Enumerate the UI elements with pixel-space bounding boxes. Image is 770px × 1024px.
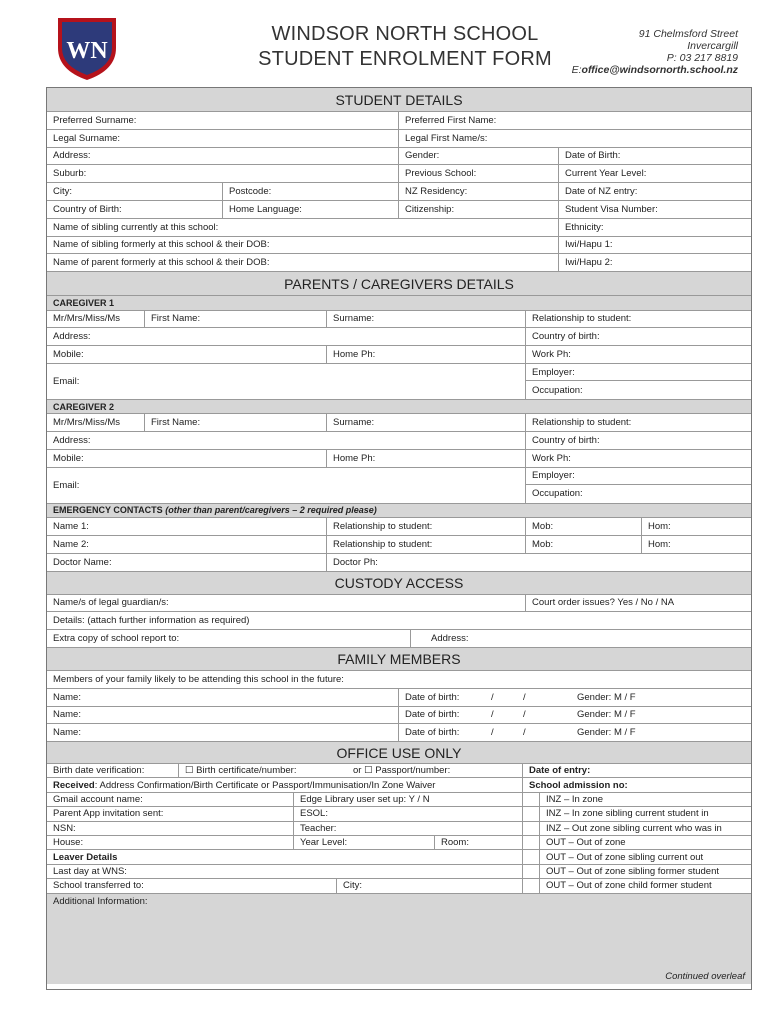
birth-certificate-checkbox[interactable]: ☐ Birth certificate/number: [185,765,297,777]
esol[interactable]: ESOL: [294,807,523,820]
zone-checkbox-5[interactable] [523,850,540,863]
passport-checkbox[interactable]: or ☐ Passport/number: [347,764,523,777]
field-country-of-birth[interactable]: Country of Birth: [47,201,223,218]
birth-verification-label: Birth date verification: [47,764,179,777]
transfer-city[interactable]: City: [337,879,523,892]
cg1-address[interactable]: Address: [47,328,526,345]
emergency-mob-1[interactable]: Mob: [526,518,642,535]
gmail-account[interactable]: Gmail account name: [47,793,294,806]
emergency-hom-1[interactable]: Hom: [648,521,671,533]
room[interactable]: Room: [435,836,523,849]
field-gender[interactable]: Gender: [399,148,559,165]
family-dob-gender-1[interactable]: Date of birth: / / Gender: M / F [405,691,636,703]
house[interactable]: House: [47,836,294,849]
family-row-3 [47,724,751,742]
cg2-country-of-birth[interactable]: Country of birth: [532,435,600,447]
address-street: 91 Chelmsford Street [638,28,738,40]
field-legal-first-name[interactable]: Legal First Name/s: [405,132,488,144]
cg2-title[interactable]: Mr/Mrs/Miss/Ms [47,414,145,431]
cg2-employer[interactable]: Employer: [526,468,751,486]
extra-report-copy[interactable]: Extra copy of school report to: [47,630,411,647]
field-address[interactable]: Address: [47,148,399,165]
zone-checkbox-6[interactable] [523,865,540,878]
custody-details[interactable]: Details: (attach further information as required) [53,615,250,627]
zone-checkbox-7[interactable] [523,879,540,892]
cg1-first-name[interactable]: First Name: [145,311,327,328]
section-parents-caregivers: PARENTS / CAREGIVERS DETAILS [47,272,751,295]
cg2-work-ph[interactable]: Work Ph: [532,452,571,464]
emergency-contacts-heading: EMERGENCY CONTACTS (other than parent/caregivers – 2 required please) [47,504,751,517]
parent-app-invitation[interactable]: Parent App invitation sent: [47,807,294,820]
legal-guardians[interactable]: Name/s of legal guardian/s: [47,595,526,612]
section-office-use: OFFICE USE ONLY [47,742,751,763]
leaver-details-heading: Leaver Details [47,850,523,863]
field-ethnicity[interactable]: Ethnicity: [565,221,604,233]
field-date-nz-entry[interactable]: Date of NZ entry: [565,186,638,198]
family-row-2 [47,707,751,725]
school-transferred-to[interactable]: School transferred to: [47,879,337,892]
cg2-email[interactable]: Email: [47,468,526,503]
family-intro: Members of your family likely to be attending this school in the future: [53,673,344,685]
edge-library-setup[interactable]: Edge Library user set up: Y / N [294,793,523,806]
cg1-relationship[interactable]: Relationship to student: [532,313,632,325]
cg2-surname[interactable]: Surname: [327,414,526,431]
cg1-work-ph[interactable]: Work Ph: [532,349,571,361]
caregiver-1-heading: CAREGIVER 1 [47,296,751,309]
zone-checkbox-4[interactable] [523,836,540,849]
field-home-language[interactable]: Home Language: [223,201,399,218]
field-current-year-level[interactable]: Current Year Level: [565,168,647,180]
field-student-visa-number[interactable]: Student Visa Number: [565,203,658,215]
family-dob-gender-3[interactable]: Date of birth: / / Gender: M / F [405,727,636,739]
form-title [230,22,580,72]
emergency-relationship-2[interactable]: Relationship to student: [327,536,526,553]
field-nz-residency[interactable]: NZ Residency: [399,183,559,200]
family-dob-gender-2[interactable]: Date of birth: / / Gender: M / F [405,709,636,721]
address-city: Invercargill [687,40,738,52]
court-order-issues[interactable]: Court order issues? Yes / No / NA [532,597,675,609]
zone-checkbox-2[interactable] [523,807,540,820]
cg2-mobile[interactable]: Mobile: [47,450,327,467]
nsn[interactable]: NSN: [47,822,294,835]
emergency-name-2[interactable]: Name 2: [47,536,327,553]
title-line-1: WINDSOR NORTH SCHOOL [271,23,539,45]
doctor-ph[interactable]: Doctor Ph: [333,556,378,568]
additional-information[interactable]: Additional Information: Continued overleaf [47,894,751,984]
family-name-1[interactable]: Name: [47,689,399,706]
zone-out-sibling-current: OUT – Out of zone sibling current out [546,851,704,863]
logo-text: WN [66,38,108,64]
emergency-mob-2[interactable]: Mob: [526,536,642,553]
field-preferred-surname[interactable]: Preferred Surname: [47,112,399,129]
field-legal-surname[interactable]: Legal Surname: [47,130,399,147]
cg1-occupation[interactable]: Occupation: [532,384,583,396]
last-day-at-wns[interactable]: Last day at WNS: [47,865,523,878]
zone-out-sibling-former: OUT – Out of zone sibling former student [546,866,720,878]
family-name-3[interactable]: Name: [47,724,399,741]
field-citizenship[interactable]: Citizenship: [399,201,559,218]
zone-inz: INZ – In zone [546,794,604,806]
section-custody-access: CUSTODY ACCESS [47,572,751,594]
cg2-first-name[interactable]: First Name: [145,414,327,431]
cg1-home-ph[interactable]: Home Ph: [327,346,526,363]
cg1-country-of-birth[interactable]: Country of birth: [532,331,600,343]
field-suburb[interactable]: Suburb: [47,165,399,182]
cg2-home-ph[interactable]: Home Ph: [327,450,526,467]
field-preferred-first-name[interactable]: Preferred First Name: [405,114,497,126]
cg2-relationship[interactable]: Relationship to student: [532,417,632,429]
date-of-entry[interactable]: Date of entry: [529,765,591,777]
field-iwi-hapu-1[interactable]: Iwi/Hapu 1: [565,239,613,251]
family-row-1 [47,689,751,707]
family-name-2[interactable]: Name: [47,707,399,724]
year-level[interactable]: Year Level: [294,836,435,849]
doctor-name[interactable]: Doctor Name: [47,554,327,571]
teacher[interactable]: Teacher: [294,822,523,835]
zone-out-child-former: OUT – Out of zone child former student [546,880,712,892]
school-address [572,28,738,76]
cg2-occupation[interactable]: Occupation: [532,488,583,500]
cg1-mobile[interactable]: Mobile: [47,346,327,363]
zone-inz-out-sibling: INZ – Out zone sibling current who was in [546,822,722,834]
school-logo-shield [54,14,120,82]
cg1-email[interactable]: Email: [47,364,526,399]
email-link[interactable]: office@windsornorth.school.nz [581,64,738,76]
section-student-details: STUDENT DETAILS [47,88,751,111]
zone-checkbox-3[interactable] [523,822,540,835]
enrolment-form [46,87,752,990]
zone-inz-sibling-current: INZ – In zone sibling current student in [546,808,709,820]
section-family-members: FAMILY MEMBERS [47,648,751,670]
field-date-of-birth[interactable]: Date of Birth: [565,150,621,162]
field-iwi-hapu-2[interactable]: Iwi/Hapu 2: [565,257,613,269]
cg1-surname[interactable]: Surname: [327,311,526,328]
zone-out: OUT – Out of zone [546,837,626,849]
cg1-title[interactable]: Mr/Mrs/Miss/Ms [47,311,145,328]
zone-checkbox-1[interactable] [523,793,540,806]
address-email: E:office@windsornorth.school.nz [571,64,738,76]
address-phone: P: 03 217 8819 [666,52,738,64]
field-parent-former[interactable]: Name of parent formerly at this school & their DOB: [47,254,559,271]
field-postcode[interactable]: Postcode: [223,183,399,200]
school-admission-no[interactable]: School admission no: [529,779,628,791]
emergency-relationship-1[interactable]: Relationship to student: [327,518,526,535]
received-documents: Received : Address Confirmation/Birth Certificate or Passport/Immunisation/In Zone Waiver [47,778,523,791]
caregiver-2-heading: CAREGIVER 2 [47,400,751,413]
field-sibling-current[interactable]: Name of sibling currently at this school: [47,219,559,236]
cg2-address[interactable]: Address: [47,432,526,449]
emergency-name-1[interactable]: Name 1: [47,518,327,535]
continued-overleaf: Continued overleaf [665,970,745,982]
field-previous-school[interactable]: Previous School: [399,165,559,182]
emergency-hom-2[interactable]: Hom: [648,538,671,550]
cg1-employer[interactable]: Employer: [526,364,751,382]
extra-report-address[interactable]: Address: [431,633,469,644]
field-sibling-former[interactable]: Name of sibling formerly at this school & their DOB: [47,237,559,254]
field-city[interactable]: City: [47,183,223,200]
title-line-2: STUDENT ENROLMENT FORM [258,48,552,70]
